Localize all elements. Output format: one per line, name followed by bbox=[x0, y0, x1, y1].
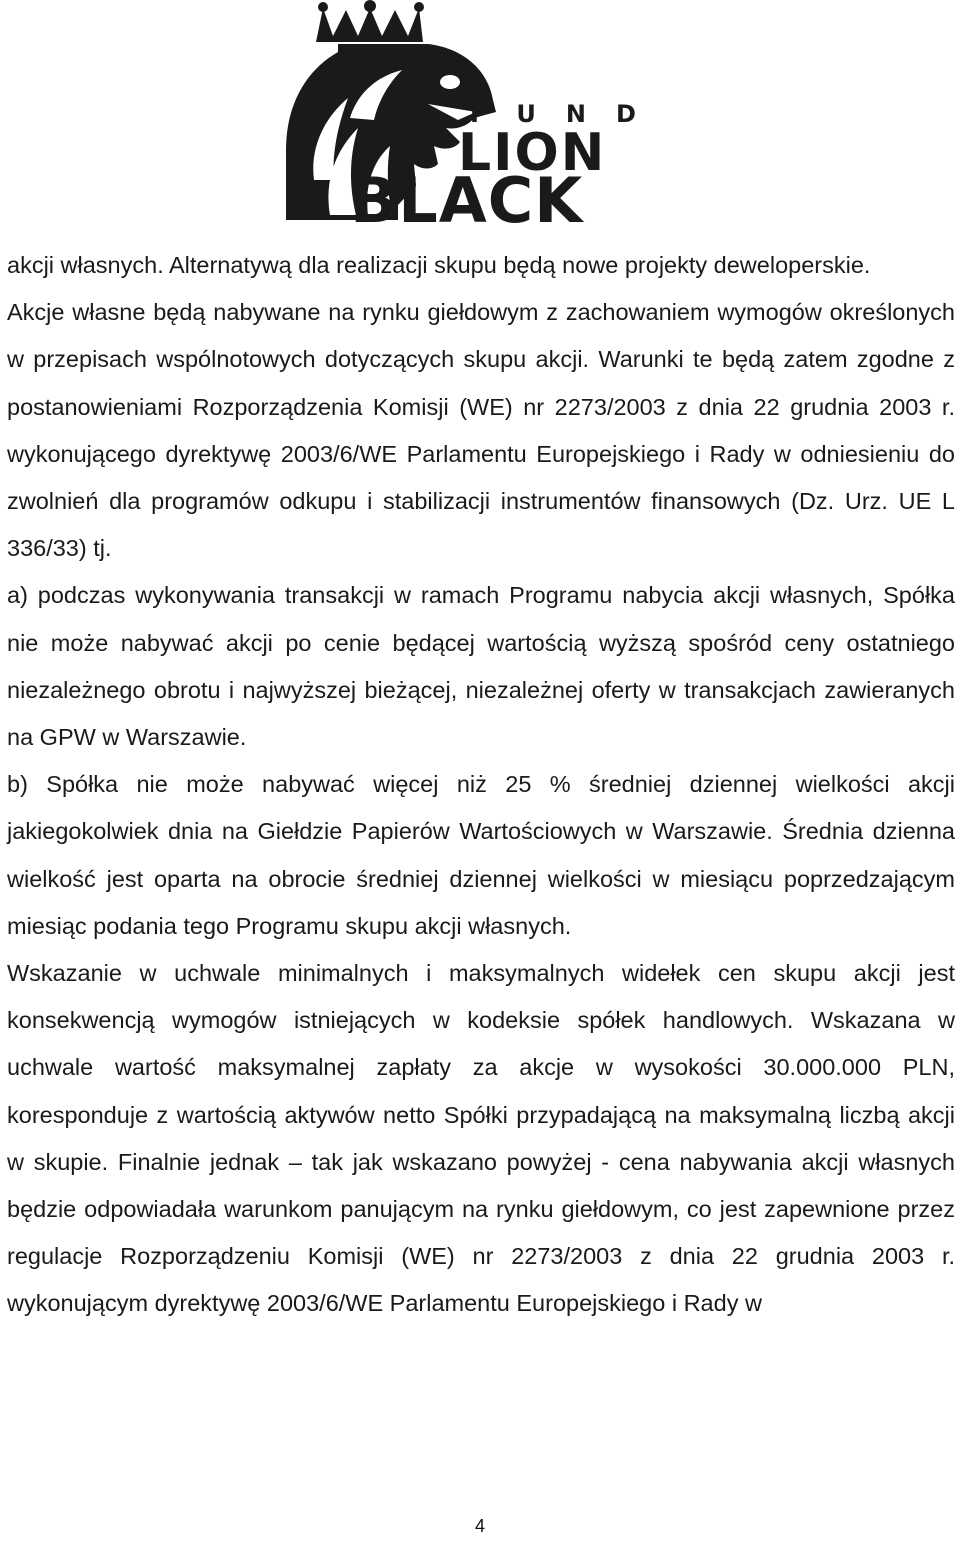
paragraph: b) Spółka nie może nabywać więcej niż 25 % średniej dziennej wielkości akcji jakiegokolwiek dnia na Giełdzie Papierów Wartościowych w Warszawie. Średnia dzienna wielkość jest oparta na obrocie średniej dziennej wielkości w miesiącu poprzedzającym miesiąc podania tego Programu skupu akcji własnych. bbox=[7, 771, 955, 939]
document-body bbox=[7, 242, 955, 1328]
logo-word-fund: FUND bbox=[470, 100, 666, 128]
paragraph: akcji własnych. Alternatywą dla realizacji skupu będą nowe projekty deweloperskie. bbox=[7, 252, 871, 278]
page-number: 4 bbox=[474, 1516, 485, 1536]
lion-black-fund-logo bbox=[278, 0, 678, 228]
logo-word-black: BLACK bbox=[350, 164, 584, 228]
paragraph: a) podczas wykonywania transakcji w ramach Programu nabycia akcji własnych, Spółka nie może nabywać akcji po cenie będącej wartością wyższą spośród ceny ostatniego niezależnego obrotu i najwyższej bieżącej, niezależnej oferty w transakcjach zawieranych na GPW w Warszawie. bbox=[7, 582, 955, 751]
paragraph: Wskazanie w uchwale minimalnych i maksymalnych widełek cen skupu akcji jest konsekwencją wymogów istniejących w kodeksie spółek handlowych. Wskazana w uchwale wartość maksymalnej zapłaty za akcje w wysokości 30.000.000 PLN, koresponduje z wartością aktywów netto Spółki przypadającą na maksymalną liczbą akcji w skupie. Finalnie jednak – tak jak wskazano powyżej - cena nabywania akcji własnych będzie odpowiadała warunkom panującym na rynku giełdowym, co jest zapewnione przez regulacje Rozporządzeniu Komisji (WE) nr 2273/2003 z dnia 22 grudnia 2003 r. wykonującym dyrektywę 2003/6/WE Parlamentu Europejskiego i Rady w bbox=[7, 960, 955, 1317]
paragraph: Akcje własne będą nabywane na rynku giełdowym z zachowaniem wymogów określonych w przepisach wspólnotowych dotyczących skupu akcji. Warunki te będą zatem zgodne z postanowieniami Rozporządzenia Komisji (WE) nr 2273/2003 z dnia 22 grudnia 2003 r. wykonującego dyrektywę 2003/6/WE Parlamentu Europejskiego i Rady w odniesieniu do zwolnień dla programów odkupu i stabilizacji instrumentów finansowych (Dz. Urz. UE L 336/33) tj. bbox=[7, 299, 955, 562]
company-logo bbox=[278, 0, 678, 228]
logo-word-lion: LION bbox=[458, 123, 607, 183]
